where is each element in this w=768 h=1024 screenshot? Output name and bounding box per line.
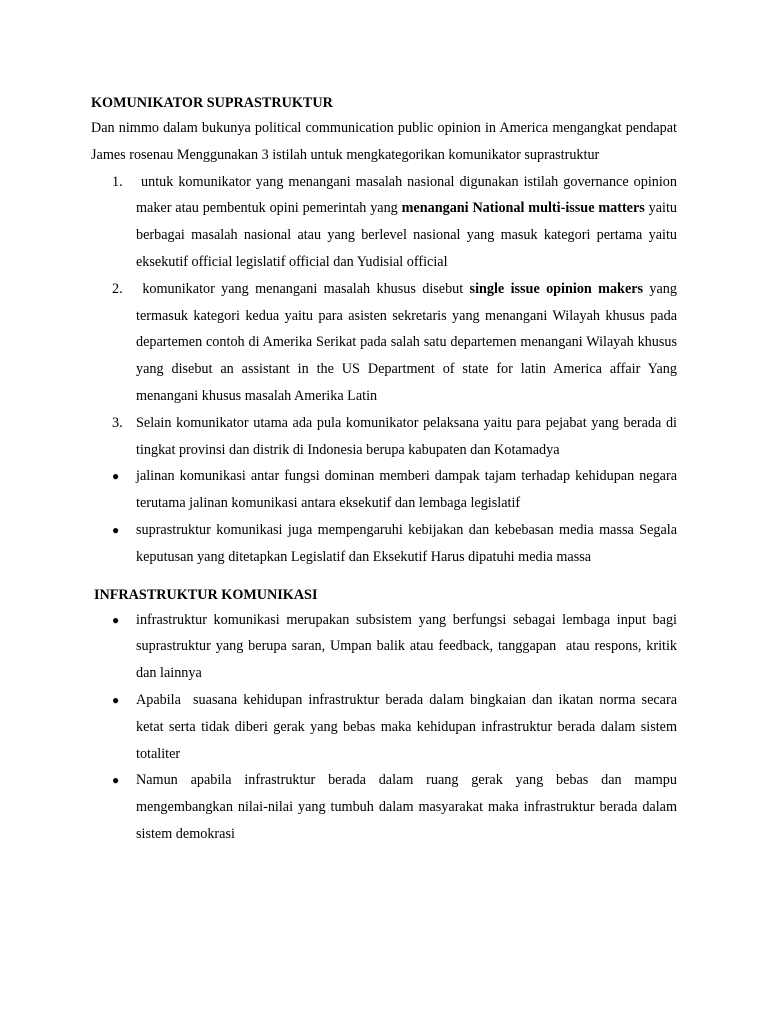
item-text: infrastruktur komunikasi merupakan subsistem yang berfungsi sebagai lembaga input bagi suprastruktur yang berupa saran, Umpan balik atau feedback, tanggapan atau respons, kritik dan lainnya [136,611,677,682]
list-item [91,767,677,847]
list-item [91,463,677,517]
list-item [91,276,677,410]
list-number: 3. [112,414,123,431]
item-text: komunikator yang menangani masalah khusus disebut [136,280,470,297]
item-text: Apabila suasana kehidupan infrastruktur berada dalam bingkaian dan ikatan norma secara ketat serta tidak diberi gerak yang bebas maka kehidupan infrastruktur berada dalam sistem totaliter [136,691,677,762]
bullet-icon: ● [112,522,120,537]
section-heading-infrastruktur: INFRASTRUKTUR KOMUNIKASI [94,586,318,603]
list-item [91,687,677,767]
list-item [91,607,677,687]
item-text: suprastruktur komunikasi juga mempengaruhi kebijakan dan kebebasan media massa Segala keputusan yang ditetapkan Legislatif dan Eksekutif Harus dipatuhi media massa [136,521,677,565]
intro-paragraph: Dan nimmo dalam bukunya political communication public opinion in America mengangkat pendapat James rosenau Menggunakan 3 istilah untuk mengkategorikan komunikator suprastruktur [91,120,677,163]
list-item [91,410,677,464]
list-number: 1. [112,173,123,190]
bullet-icon: ● [112,469,120,484]
bullet-icon: ● [112,612,120,627]
list-item [91,517,677,571]
numbered-list [91,169,677,464]
item-text: jalinan komunikasi antar fungsi dominan memberi dampak tajam terhadap kehidupan negara terutama jalinan komunikasi antara eksekutif dan lembaga legislatif [136,468,677,512]
bullet-list-infrastruktur [91,607,677,848]
bullet-icon: ● [112,692,120,707]
document-content [91,91,677,848]
item-text: Selain komunikator utama ada pula komunikator pelaksana yaitu para pejabat yang berada di tingkat provinsi dan distrik di Indonesia berupa kabupaten dan Kotamadya [136,414,677,458]
list-item [91,169,677,276]
section-heading-suprastruktur: KOMUNIKATOR SUPRASTRUKTUR [91,95,333,111]
item-text: untuk komunikator yang menangani masalah nasional digunakan istilah governance opinion maker atau pembentuk opini pemerintah yang [136,173,677,217]
item-text: yang termasuk kategori kedua yaitu para asisten sekretaris yang menangani Wilayah khusus pada departemen contoh di Amerika Serikat pada salah satu departemen menangani Wilayah khusus yang disebut an assistant in the US Department of state for latin America affair Yang menangani khusus masalah Amerika Latin [136,280,677,404]
item-text: Namun apabila infrastruktur berada dalam ruang gerak yang bebas dan mampu mengembangkan nilai-nilai yang tumbuh dalam masyarakat maka infrastruktur berada dalam sistem demokrasi [136,772,677,842]
item-bold-text: single issue opinion makers [469,280,644,297]
item-text: yaitu berbagai masalah nasional atau yang berlevel nasional yang masuk kategori pertama yaitu eksekutif official legislatif official dan Yudisial official [136,200,677,270]
item-bold-text: menangani National multi-issue matters [401,200,645,217]
list-number: 2. [112,280,123,297]
bullet-icon: ● [112,773,120,788]
bullet-list-suprastruktur [91,463,677,570]
